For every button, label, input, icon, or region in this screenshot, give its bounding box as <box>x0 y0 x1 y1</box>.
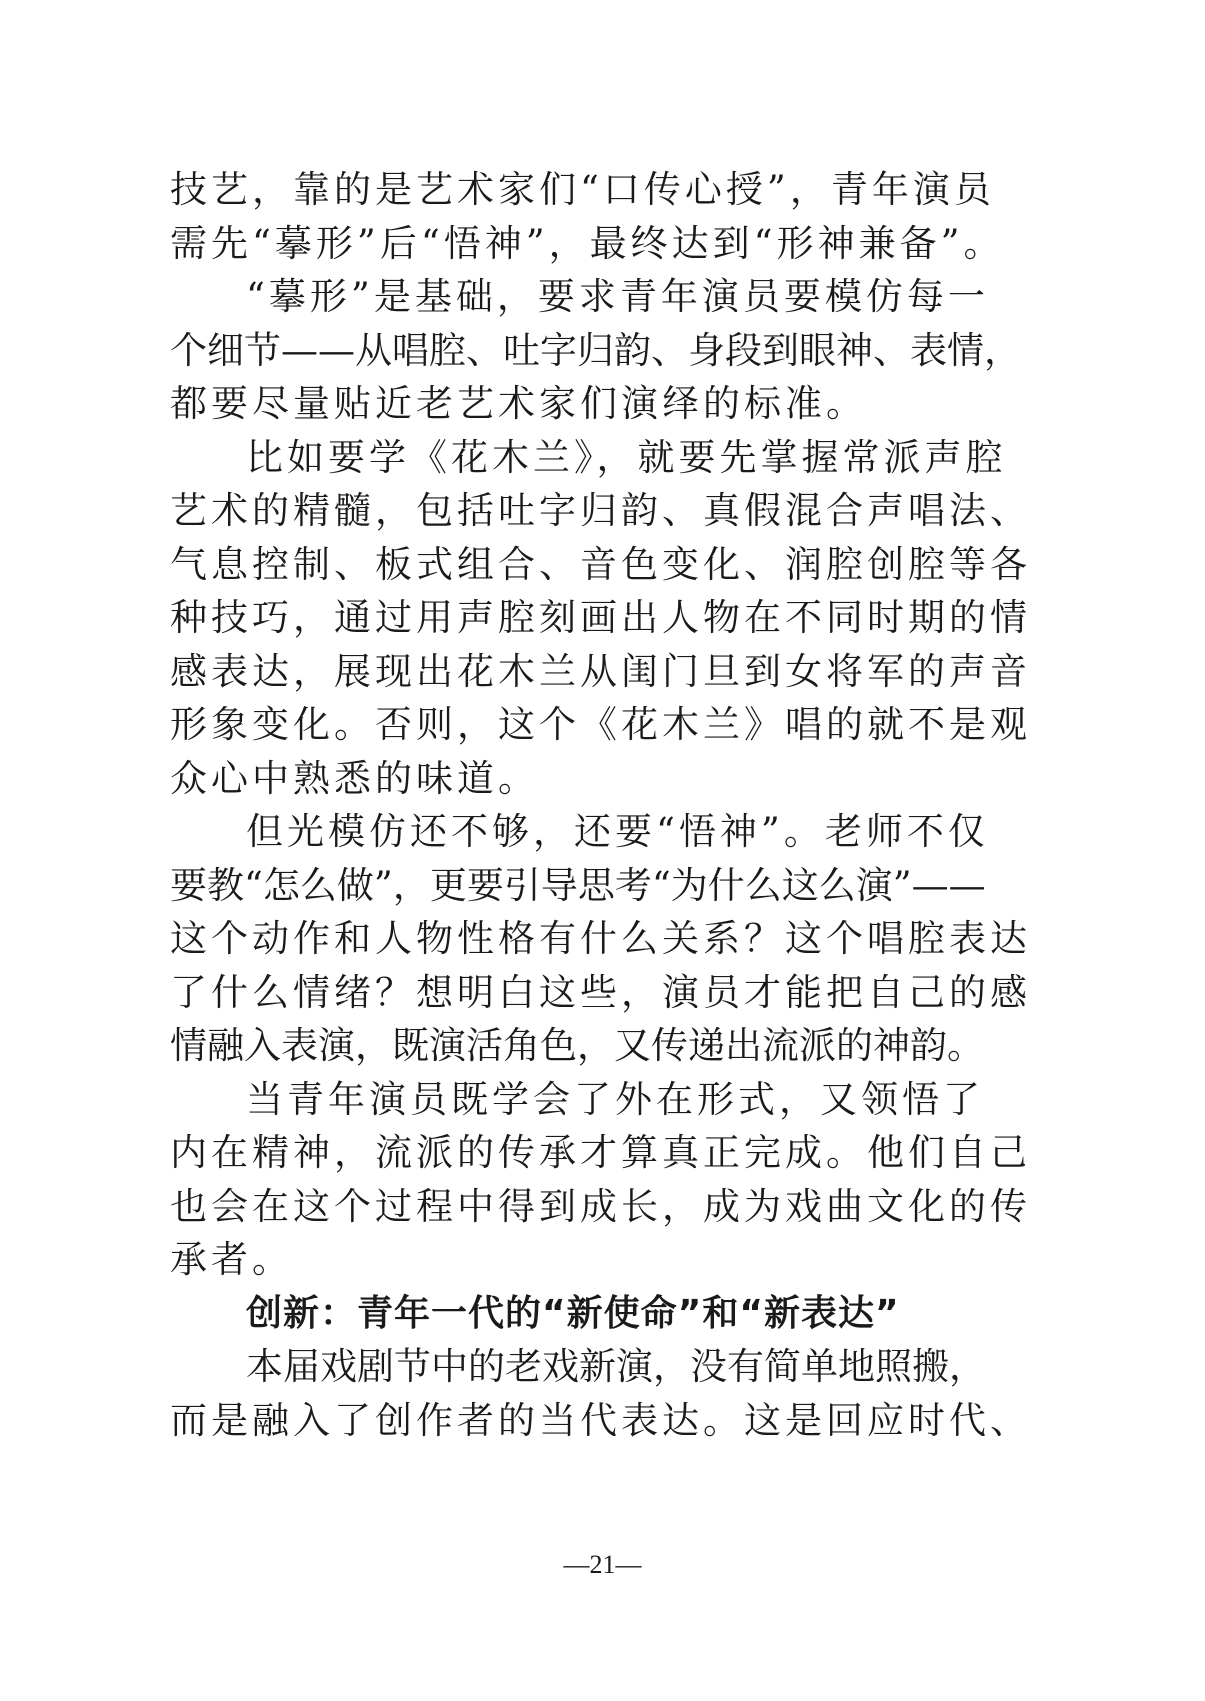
text-line: 个细节——从唱腔、吐字归韵、身段到眼神、表情， <box>170 328 1021 372</box>
text-line: 艺术的精髓，包括吐字归韵、真假混合声唱法、 <box>170 489 1031 532</box>
paragraph-start-line: 但光模仿还不够，还要“悟神”。老师不仅 <box>246 810 989 853</box>
text-line: 了什么情绪？想明白这些，演员才能把自己的感 <box>170 970 1031 1014</box>
text-line: 气息控制、板式组合、音色变化、润腔创腔等各 <box>170 542 1031 586</box>
text-line: 情融入表演，既演活角色，又传递出流派的神韵。 <box>170 1024 984 1067</box>
text-line: 技艺，靠的是艺术家们“口传心授”，青年演员 <box>170 168 995 211</box>
text-line: 种技巧，通过用声腔刻画出人物在不同时期的情 <box>170 596 1031 639</box>
text-line: 需先“摹形”后“悟神”，最终达到“形神兼备”。 <box>170 221 1005 265</box>
section-heading: 创新：青年一代的“新使命”和“新表达” <box>246 1292 900 1334</box>
text-line: 众心中熟悉的味道。 <box>170 756 539 800</box>
text-line: 感表达，展现出花木兰从闺门旦到女将军的声音 <box>170 649 1031 693</box>
text-line: 这个动作和人物性格有什么关系？这个唱腔表达 <box>170 917 1031 960</box>
text-line: 承者。 <box>170 1238 293 1281</box>
paragraph-start-line: 比如要学《花木兰》，就要先掌握常派声腔 <box>246 435 1007 479</box>
text-line: 内在精神，流派的传承才算真正完成。他们自己 <box>170 1131 1031 1174</box>
text-line: 形象变化。否则，这个《花木兰》唱的就不是观 <box>170 703 1031 746</box>
page-number: —21— <box>563 1550 642 1579</box>
paragraph-start-line: “摹形”是基础，要求青年演员要模仿每一 <box>246 275 989 318</box>
paragraph-start-line: 当青年演员既学会了外在形式，又领悟了 <box>246 1077 984 1121</box>
text-line: 也会在这个过程中得到成长，成为戏曲文化的传 <box>170 1184 1031 1228</box>
text-line: 要教“怎么做”，更要引导思考“为什么这么演”—— <box>170 863 986 907</box>
text-line: 都要尽量贴近老艺术家们演绎的标准。 <box>170 382 867 425</box>
text-line: 而是融入了创作者的当代表达。这是回应时代、 <box>170 1398 1031 1442</box>
paragraph-start-line: 本届戏剧节中的老戏新演，没有简单地照搬， <box>246 1345 986 1388</box>
document-page <box>170 163 1031 1447</box>
